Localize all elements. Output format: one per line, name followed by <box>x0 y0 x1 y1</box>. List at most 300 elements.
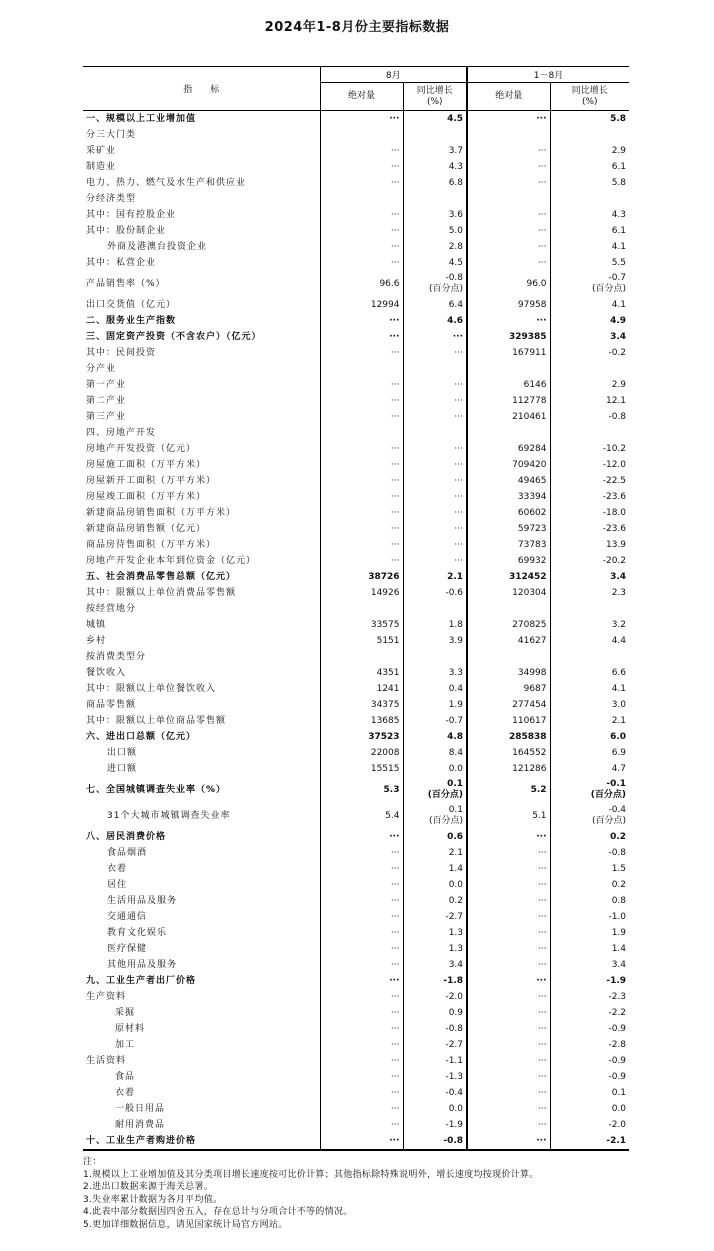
cell-yoy-aug: 6.8 <box>403 175 467 191</box>
row-label: 食品烟酒 <box>107 848 148 858</box>
table-row <box>83 489 629 505</box>
cell-abs-janaug: 60602 <box>467 505 550 521</box>
cell-yoy-aug: 0.0 <box>403 1101 467 1117</box>
cell-abs-janaug: ··· <box>467 989 550 1005</box>
cell-abs-aug: ··· <box>320 861 403 877</box>
row-label: 其他用品及服务 <box>107 960 178 970</box>
cell-yoy-aug: 1.8 <box>403 617 467 633</box>
header-period-jan-aug: 1－8月 <box>467 67 629 83</box>
cell-yoy-janaug: 4.3 <box>550 207 629 223</box>
cell-abs-aug: ··· <box>320 223 403 239</box>
cell-abs-aug: ··· <box>320 239 403 255</box>
cell-abs-janaug <box>467 361 550 377</box>
cell-yoy-janaug: 4.1 <box>550 297 629 313</box>
table-row <box>83 617 629 633</box>
cell-abs-janaug: ··· <box>467 829 550 845</box>
cell-abs-janaug: 121286 <box>467 761 550 777</box>
row-label: 电力、热力、燃气及水生产和供应业 <box>86 178 247 188</box>
cell-abs-aug: 34375 <box>320 697 403 713</box>
cell-yoy-aug: ··· <box>403 441 467 457</box>
row-label: 31个大城市城镇调查失业率 <box>107 810 231 821</box>
cell-abs-janaug: 69932 <box>467 553 550 569</box>
table-row <box>83 223 629 239</box>
cell-abs-aug: ··· <box>320 893 403 909</box>
row-label: 衣着 <box>107 864 128 874</box>
table-row <box>83 191 629 207</box>
cell-abs-janaug: ··· <box>467 143 550 159</box>
row-label: 九、工业生产者出厂价格 <box>86 976 197 986</box>
cell-abs-aug: 12994 <box>320 297 403 313</box>
row-label: 第二产业 <box>86 396 127 406</box>
cell-abs-janaug: ··· <box>467 861 550 877</box>
cell-yoy-janaug: 6.1 <box>550 223 629 239</box>
cell-abs-janaug: ··· <box>467 893 550 909</box>
cell-abs-janaug: 270825 <box>467 617 550 633</box>
table-row <box>83 909 629 925</box>
row-label: 一般日用品 <box>115 1104 166 1114</box>
cell-yoy-aug: 4.3 <box>403 159 467 175</box>
table-row <box>83 941 629 957</box>
cell-yoy-janaug: -0.4 (百分点) <box>550 803 629 829</box>
cell-yoy-janaug: -23.6 <box>550 489 629 505</box>
row-label: 制造业 <box>86 162 117 172</box>
cell-yoy-janaug: 3.0 <box>550 697 629 713</box>
cell-yoy-aug: ··· <box>403 457 467 473</box>
row-label: 乡村 <box>86 636 107 646</box>
cell-abs-janaug: ··· <box>467 973 550 989</box>
cell-yoy-aug: ··· <box>403 393 467 409</box>
cell-abs-janaug: 164552 <box>467 745 550 761</box>
cell-abs-aug: ··· <box>320 925 403 941</box>
cell-yoy-janaug <box>550 127 629 143</box>
cell-yoy-janaug: 6.0 <box>550 729 629 745</box>
row-label: 其中：限额以上单位消费品零售额 <box>86 588 237 598</box>
cell-yoy-aug: ··· <box>403 473 467 489</box>
cell-abs-aug: ··· <box>320 537 403 553</box>
cell-yoy-aug: -1.3 <box>403 1069 467 1085</box>
row-label: 新建商品房销售额（亿元） <box>86 524 207 534</box>
cell-yoy-janaug <box>550 601 629 617</box>
cell-abs-aug: 4351 <box>320 665 403 681</box>
table-row <box>83 925 629 941</box>
cell-yoy-janaug: -12.0 <box>550 457 629 473</box>
table-row <box>83 877 629 893</box>
cell-yoy-aug: 2.8 <box>403 239 467 255</box>
cell-yoy-aug: 1.9 <box>403 697 467 713</box>
row-label: 出口额 <box>107 748 138 758</box>
cell-abs-aug: ··· <box>320 553 403 569</box>
cell-yoy-janaug: 5.8 <box>550 175 629 191</box>
row-label: 其中：股份制企业 <box>86 226 167 236</box>
footnote-heading: 注： <box>83 1157 102 1167</box>
cell-abs-janaug: 9687 <box>467 681 550 697</box>
cell-yoy-aug: 0.4 <box>403 681 467 697</box>
cell-yoy-janaug: -0.7 (百分点) <box>550 271 629 297</box>
cell-abs-aug: 38726 <box>320 569 403 585</box>
table-row <box>83 665 629 681</box>
cell-abs-janaug: 33394 <box>467 489 550 505</box>
cell-abs-janaug: ··· <box>467 223 550 239</box>
row-label: 耐用消费品 <box>115 1120 166 1130</box>
cell-yoy-janaug: 0.8 <box>550 893 629 909</box>
cell-abs-janaug: 96.0 <box>467 271 550 297</box>
cell-yoy-janaug <box>550 425 629 441</box>
cell-abs-janaug: ··· <box>467 845 550 861</box>
cell-abs-janaug: ··· <box>467 1101 550 1117</box>
cell-yoy-janaug: 4.1 <box>550 239 629 255</box>
cell-yoy-janaug: 0.2 <box>550 829 629 845</box>
cell-yoy-janaug: 1.5 <box>550 861 629 877</box>
row-label: 外商及港澳台投资企业 <box>107 242 208 252</box>
cell-yoy-aug: 0.6 <box>403 829 467 845</box>
cell-yoy-aug: 4.8 <box>403 729 467 745</box>
cell-abs-janaug: ··· <box>467 1053 550 1069</box>
cell-abs-janaug: ··· <box>467 957 550 973</box>
cell-yoy-janaug: -20.2 <box>550 553 629 569</box>
cell-yoy-aug <box>403 601 467 617</box>
table-row <box>83 1005 629 1021</box>
cell-abs-aug: ··· <box>320 1053 403 1069</box>
row-label: 其中：私营企业 <box>86 258 157 268</box>
row-label: 生产资料 <box>86 992 127 1002</box>
indicator-table <box>83 66 629 1151</box>
cell-yoy-janaug: -0.9 <box>550 1069 629 1085</box>
table-row <box>83 473 629 489</box>
table-row <box>83 127 629 143</box>
table-row <box>83 255 629 271</box>
cell-yoy-janaug: 2.9 <box>550 377 629 393</box>
row-label: 餐饮收入 <box>86 668 127 678</box>
cell-abs-aug: ··· <box>320 909 403 925</box>
cell-yoy-aug <box>403 127 467 143</box>
table-row <box>83 1053 629 1069</box>
table-row <box>83 761 629 777</box>
footnote-item: 1.规模以上工业增加值及其分类项目增长速度按可比价计算；其他指标除特殊说明外，增长速度均按现价计算。 <box>83 1169 539 1180</box>
cell-yoy-janaug: 0.0 <box>550 1101 629 1117</box>
cell-abs-aug: ··· <box>320 377 403 393</box>
cell-abs-aug: ··· <box>320 1069 403 1085</box>
footnotes <box>83 1156 643 1231</box>
cell-abs-janaug: 110617 <box>467 713 550 729</box>
cell-yoy-aug: 2.1 <box>403 845 467 861</box>
cell-abs-janaug: 277454 <box>467 697 550 713</box>
cell-abs-aug: 37523 <box>320 729 403 745</box>
cell-abs-janaug: ··· <box>467 941 550 957</box>
row-label: 教育文化娱乐 <box>107 928 168 938</box>
cell-yoy-janaug: 0.2 <box>550 877 629 893</box>
table-row <box>83 973 629 989</box>
cell-abs-aug: 5.3 <box>320 777 403 803</box>
cell-yoy-aug: -0.8 <box>403 1021 467 1037</box>
cell-yoy-janaug: 2.3 <box>550 585 629 601</box>
cell-yoy-aug: ··· <box>403 345 467 361</box>
cell-yoy-aug <box>403 191 467 207</box>
row-label: 商品房待售面积（万平方米） <box>86 540 217 550</box>
cell-yoy-aug: ··· <box>403 377 467 393</box>
table-row <box>83 457 629 473</box>
cell-abs-janaug: ··· <box>467 1021 550 1037</box>
cell-abs-janaug: ··· <box>467 877 550 893</box>
cell-yoy-aug: 3.7 <box>403 143 467 159</box>
cell-abs-janaug <box>467 649 550 665</box>
cell-abs-aug: ··· <box>320 255 403 271</box>
header-abs-2: 绝对量 <box>467 83 550 111</box>
row-label: 房地产开发投资（亿元） <box>86 444 197 454</box>
cell-yoy-aug: 8.4 <box>403 745 467 761</box>
table-row <box>83 845 629 861</box>
cell-yoy-aug: -2.7 <box>403 909 467 925</box>
cell-yoy-janaug: 3.2 <box>550 617 629 633</box>
cell-abs-janaug: ··· <box>467 925 550 941</box>
table-row <box>83 175 629 191</box>
row-label: 分三大门类 <box>86 130 137 140</box>
row-label: 六、进出口总额（亿元） <box>86 732 197 742</box>
table-row <box>83 207 629 223</box>
row-label: 其中：民间投资 <box>86 348 157 358</box>
table-row <box>83 803 629 829</box>
footnote-item: 4.此表中部分数据因四舍五入，存在总计与分项合计不等的情况。 <box>83 1207 353 1217</box>
cell-yoy-aug: 3.6 <box>403 207 467 223</box>
cell-abs-janaug <box>467 601 550 617</box>
row-label: 新建商品房销售面积（万平方米） <box>86 508 237 518</box>
row-label: 一、规模以上工业增加值 <box>86 114 197 124</box>
table-row <box>83 377 629 393</box>
footnote-item: 2.进出口数据来源于海关总署。 <box>83 1182 214 1192</box>
cell-abs-janaug: 329385 <box>467 329 550 345</box>
table-row <box>83 1037 629 1053</box>
cell-abs-aug: ··· <box>320 313 403 329</box>
cell-yoy-aug: 1.4 <box>403 861 467 877</box>
cell-abs-janaug: ··· <box>467 1005 550 1021</box>
footnote-item: 5.更加详细数据信息，请见国家统计局官方网站。 <box>83 1219 288 1230</box>
table-row <box>83 521 629 537</box>
cell-yoy-aug: ··· <box>403 489 467 505</box>
cell-yoy-aug: ··· <box>403 537 467 553</box>
cell-abs-aug: ··· <box>320 941 403 957</box>
cell-abs-aug: ··· <box>320 1037 403 1053</box>
row-label: 房地产开发企业本年到位资金（亿元） <box>86 556 257 566</box>
table-row <box>83 569 629 585</box>
row-label: 加工 <box>115 1040 136 1050</box>
cell-yoy-aug: ··· <box>403 521 467 537</box>
cell-abs-aug: ··· <box>320 207 403 223</box>
cell-yoy-aug: ··· <box>403 505 467 521</box>
cell-yoy-janaug: 5.8 <box>550 111 629 128</box>
table-row <box>83 425 629 441</box>
cell-yoy-aug: 0.0 <box>403 877 467 893</box>
cell-yoy-aug: 0.1 (百分点) <box>403 777 467 803</box>
cell-abs-aug: ··· <box>320 1005 403 1021</box>
header-indicator: 指 标 <box>83 67 320 111</box>
cell-yoy-janaug: 6.6 <box>550 665 629 681</box>
cell-yoy-janaug: 2.9 <box>550 143 629 159</box>
row-label: 三、固定资产投资（不含农户）（亿元） <box>86 332 262 342</box>
cell-yoy-aug: 4.6 <box>403 313 467 329</box>
cell-yoy-aug: -1.8 <box>403 973 467 989</box>
cell-abs-aug: 96.6 <box>320 271 403 297</box>
cell-abs-aug: ··· <box>320 329 403 345</box>
page-title: 2024年1-8月份主要指标数据 <box>264 20 450 35</box>
row-label: 食品 <box>115 1072 136 1082</box>
cell-yoy-janaug: 6.9 <box>550 745 629 761</box>
row-label: 其中：限额以上单位餐饮收入 <box>86 684 217 694</box>
cell-abs-janaug: 59723 <box>467 521 550 537</box>
cell-yoy-aug: -0.7 <box>403 713 467 729</box>
cell-yoy-janaug: 3.4 <box>550 329 629 345</box>
cell-yoy-aug: 0.9 <box>403 1005 467 1021</box>
table-row <box>83 989 629 1005</box>
row-label: 出口交货值（亿元） <box>86 300 177 310</box>
cell-yoy-aug: -1.1 <box>403 1053 467 1069</box>
table-row <box>83 393 629 409</box>
cell-abs-aug: ··· <box>320 1085 403 1101</box>
cell-yoy-janaug: 4.1 <box>550 681 629 697</box>
table-row <box>83 505 629 521</box>
cell-yoy-janaug: -0.8 <box>550 845 629 861</box>
cell-abs-janaug: 312452 <box>467 569 550 585</box>
cell-abs-janaug: 210461 <box>467 409 550 425</box>
table-row <box>83 313 629 329</box>
row-label: 分产业 <box>86 364 117 374</box>
row-label: 五、社会消费品零售总额（亿元） <box>86 572 237 582</box>
cell-yoy-janaug: -0.9 <box>550 1053 629 1069</box>
cell-abs-aug: ··· <box>320 1101 403 1117</box>
cell-yoy-janaug: 1.4 <box>550 941 629 957</box>
cell-abs-aug: ··· <box>320 473 403 489</box>
row-label: 七、全国城镇调查失业率（%） <box>86 784 227 795</box>
cell-abs-janaug: ··· <box>467 1037 550 1053</box>
cell-abs-aug: ··· <box>320 505 403 521</box>
cell-yoy-janaug: -2.8 <box>550 1037 629 1053</box>
cell-abs-janaug: ··· <box>467 159 550 175</box>
cell-yoy-aug: -0.8 <box>403 1133 467 1150</box>
cell-yoy-janaug: -0.2 <box>550 345 629 361</box>
cell-yoy-aug: 0.1 (百分点) <box>403 803 467 829</box>
row-label: 四、房地产开发 <box>86 428 157 438</box>
header-yoy-1: 同比增长 (%) <box>403 83 467 111</box>
table-row <box>83 361 629 377</box>
cell-abs-janaug: ··· <box>467 1133 550 1150</box>
row-label: 八、居民消费价格 <box>86 832 167 842</box>
cell-abs-aug: ··· <box>320 441 403 457</box>
cell-abs-janaug: 5.2 <box>467 777 550 803</box>
cell-yoy-janaug: -0.9 <box>550 1021 629 1037</box>
cell-abs-aug: ··· <box>320 845 403 861</box>
cell-yoy-aug: 2.1 <box>403 569 467 585</box>
cell-yoy-janaug: -10.2 <box>550 441 629 457</box>
cell-abs-janaug <box>467 191 550 207</box>
table-row <box>83 777 629 803</box>
row-label: 第一产业 <box>86 380 127 390</box>
cell-yoy-janaug: 4.4 <box>550 633 629 649</box>
cell-yoy-janaug: -2.3 <box>550 989 629 1005</box>
cell-yoy-janaug <box>550 361 629 377</box>
table-row <box>83 893 629 909</box>
cell-yoy-aug: ··· <box>403 409 467 425</box>
cell-yoy-aug: 5.0 <box>403 223 467 239</box>
cell-yoy-janaug: -2.1 <box>550 1133 629 1150</box>
table-row <box>83 159 629 175</box>
table-row <box>83 1021 629 1037</box>
row-label: 医疗保健 <box>107 944 148 954</box>
cell-abs-aug: 13685 <box>320 713 403 729</box>
row-label: 二、服务业生产指数 <box>86 316 177 326</box>
cell-abs-janaug: 709420 <box>467 457 550 473</box>
cell-yoy-aug: 1.3 <box>403 941 467 957</box>
table-row <box>83 1069 629 1085</box>
cell-yoy-aug <box>403 425 467 441</box>
cell-abs-aug: ··· <box>320 1117 403 1133</box>
cell-yoy-aug: -0.4 <box>403 1085 467 1101</box>
row-label: 按经营地分 <box>86 604 137 614</box>
cell-abs-aug: 5151 <box>320 633 403 649</box>
table-row <box>83 829 629 845</box>
cell-abs-aug: ··· <box>320 877 403 893</box>
cell-abs-aug: ··· <box>320 143 403 159</box>
row-label: 第三产业 <box>86 412 127 422</box>
header-abs-1: 绝对量 <box>320 83 403 111</box>
table-row <box>83 861 629 877</box>
cell-yoy-aug: ··· <box>403 329 467 345</box>
cell-abs-aug: ··· <box>320 489 403 505</box>
table-row <box>83 553 629 569</box>
cell-yoy-janaug: 4.7 <box>550 761 629 777</box>
table-row <box>83 681 629 697</box>
cell-abs-janaug: 112778 <box>467 393 550 409</box>
cell-abs-aug: 14926 <box>320 585 403 601</box>
cell-abs-janaug: ··· <box>467 909 550 925</box>
cell-abs-janaug: 97958 <box>467 297 550 313</box>
row-label: 衣着 <box>115 1088 136 1098</box>
table-row <box>83 601 629 617</box>
cell-abs-aug <box>320 649 403 665</box>
cell-abs-janaug: ··· <box>467 239 550 255</box>
table-row <box>83 729 629 745</box>
cell-abs-aug: ··· <box>320 1133 403 1150</box>
header-yoy-2: 同比增长 (%) <box>550 83 629 111</box>
table-body <box>83 111 629 1151</box>
cell-abs-janaug: 167911 <box>467 345 550 361</box>
cell-yoy-janaug: 4.9 <box>550 313 629 329</box>
table-row <box>83 649 629 665</box>
row-label: 房屋施工面积（万平方米） <box>86 460 207 470</box>
row-label: 进口额 <box>107 764 138 774</box>
cell-abs-aug: ··· <box>320 393 403 409</box>
cell-yoy-janaug: 3.4 <box>550 957 629 973</box>
row-label: 商品零售额 <box>86 700 137 710</box>
cell-abs-aug: ··· <box>320 175 403 191</box>
table-row <box>83 329 629 345</box>
table-row <box>83 297 629 313</box>
cell-abs-janaug: 285838 <box>467 729 550 745</box>
cell-abs-janaug: ··· <box>467 175 550 191</box>
row-label: 其中：国有控股企业 <box>86 210 177 220</box>
cell-abs-janaug: 120304 <box>467 585 550 601</box>
cell-abs-aug: ··· <box>320 973 403 989</box>
cell-yoy-aug: 3.4 <box>403 957 467 973</box>
cell-yoy-aug: -2.0 <box>403 989 467 1005</box>
cell-abs-janaug: 49465 <box>467 473 550 489</box>
cell-yoy-janaug: 12.1 <box>550 393 629 409</box>
cell-yoy-janaug: -1.9 <box>550 973 629 989</box>
row-label: 采矿业 <box>86 146 117 156</box>
cell-abs-janaug: 41627 <box>467 633 550 649</box>
cell-yoy-aug: 0.2 <box>403 893 467 909</box>
cell-abs-aug <box>320 191 403 207</box>
cell-yoy-aug <box>403 361 467 377</box>
cell-yoy-aug: 3.3 <box>403 665 467 681</box>
cell-abs-aug: 15515 <box>320 761 403 777</box>
